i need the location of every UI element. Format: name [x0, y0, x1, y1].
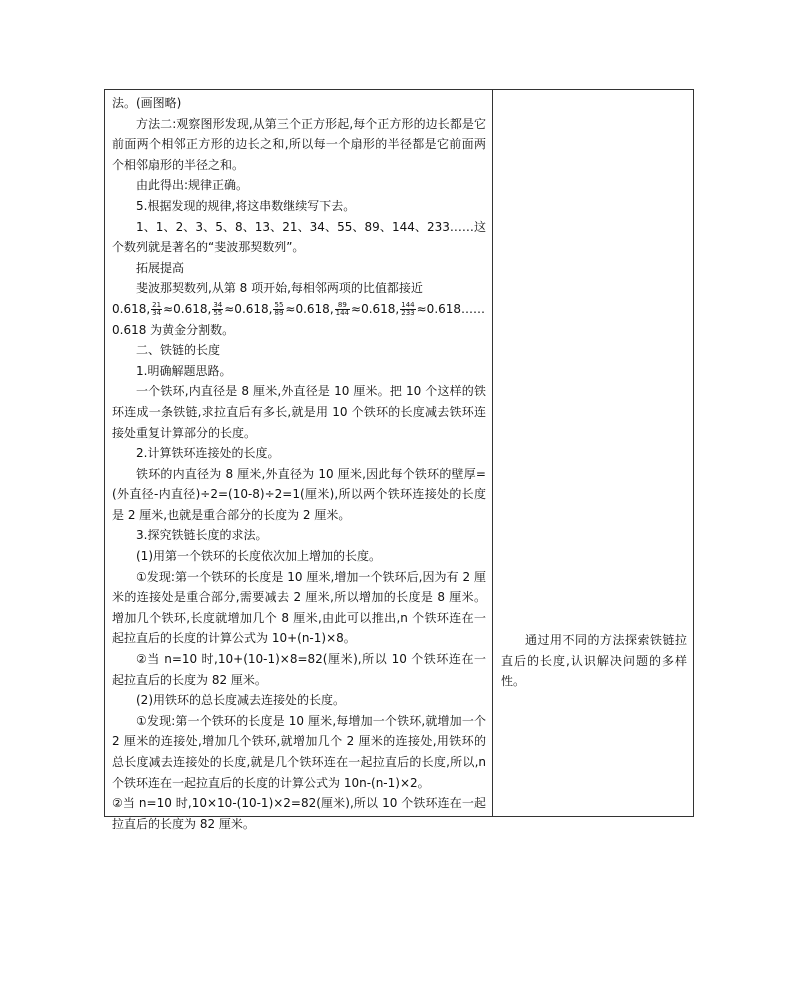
fraction	[400, 302, 415, 317]
text-paragraph: ②当 n=10 时,10+(10-1)×8=82(厘米),所以 10 个铁环连在一起拉直后的长度为 82 厘米。	[112, 652, 486, 687]
text-paragraph: 斐波那契数列,从第 8 项开始,每相邻两项的比值都接近	[136, 281, 423, 296]
text-paragraph: 一个铁环,内直径是 8 厘米,外直径是 10 厘米。把 10 个这样的铁环连成一条铁链,求拉直后有多长,就是用 10 个铁环的长度减去铁环连接处重复计算部分的长度。	[112, 384, 486, 440]
fraction-numerator: 55	[274, 300, 284, 309]
ratio-lead: ≈0.618,	[285, 301, 334, 316]
fraction-numerator: 34	[213, 300, 223, 309]
design-intent-note: 通过用不同的方法探索铁链拉直后的长度,认识解决问题的多样性。	[501, 633, 687, 689]
ratio-lead: ≈0.618,	[163, 301, 212, 316]
text-paragraph: ①发现:第一个铁环的长度是 10 厘米,每增加一个铁环,就增加一个 2 厘米的连接处,增加几个铁环,就增加几个 2 厘米的连接处,用铁环的总长度减去连接处的长度,就是几个铁环连在一起拉直后的长度,所以,n 个铁环连在一起拉直后的长度的计算公式为 10n-(n-1)×2。	[112, 713, 486, 790]
ratio-lead: ≈0.618,	[351, 301, 400, 316]
fraction-denominator: 89	[274, 308, 284, 317]
fraction	[151, 302, 162, 317]
text-paragraph: 由此得出:规律正确。	[136, 178, 249, 193]
section-heading: 二、铁链的长度	[136, 343, 221, 358]
fraction-denominator: 144	[335, 308, 350, 317]
lesson-table	[104, 89, 694, 831]
ratio-line	[112, 299, 486, 320]
text-line: 0.618 为黄金分割数。	[112, 322, 235, 337]
fraction-numerator: 144	[401, 300, 415, 309]
ratio-tail: ≈0.618……	[416, 301, 486, 316]
fraction	[273, 302, 284, 317]
ratio-lead: ≈0.618,	[224, 301, 273, 316]
design-intent-cell	[493, 90, 693, 816]
fraction-denominator: 34	[152, 308, 162, 317]
text-paragraph: ②当 n=10 时,10×10-(10-1)×2=82(厘米),所以 10 个铁环连在一起拉直后的长度为 82 厘米。	[112, 796, 486, 831]
step-heading: 5.根据发现的规律,将这串数继续写下去。	[136, 198, 356, 213]
method-heading: (2)用铁环的总长度减去连接处的长度。	[136, 693, 345, 708]
fraction	[212, 302, 223, 317]
fraction-denominator: 233	[401, 308, 415, 317]
main-content-cell	[105, 90, 493, 831]
fibonacci-sequence: 1、1、2、3、5、8、13、21、34、55、89、144、233……这个数列就是著名的“斐波那契数列”。	[112, 219, 486, 255]
method-heading: (1)用第一个铁环的长度依次加上增加的长度。	[136, 549, 381, 564]
section-heading: 拓展提高	[136, 260, 185, 275]
step-heading: 1.明确解题思路。	[136, 363, 232, 378]
fraction-numerator: 89	[335, 302, 350, 310]
ratio-lead: 0.618,	[112, 301, 151, 316]
text-paragraph: 方法二:观察图形发现,从第三个正方形起,每个正方形的边长都是它前面两个相邻正方形的边长之和,所以每一个扇形的半径都是它前面两个相邻扇形的半径之和。	[112, 116, 486, 172]
text-paragraph: 铁环的内直径为 8 厘米,外直径为 10 厘米,因此每个铁环的壁厚=(外直径-内直径)÷2=(10-8)÷2=1(厘米),所以两个铁环连接处的长度是 2 厘米,也就是重合部分的长度为 2 厘米。	[112, 466, 486, 522]
step-heading: 2.计算铁环连接处的长度。	[136, 446, 280, 461]
step-heading: 3.探究铁链长度的求法。	[136, 528, 268, 543]
text-line: 法。(画图略)	[112, 96, 182, 110]
fraction-numerator: 21	[152, 300, 162, 309]
fraction-denominator: 55	[213, 308, 223, 317]
fraction	[335, 302, 350, 317]
text-paragraph: ①发现:第一个铁环的长度是 10 厘米,增加一个铁环后,因为有 2 厘米的连接处是重合部分,需要减去 2 厘米,所以增加的长度是 8 厘米。增加几个铁环,长度就增加几个 8 厘米,由此可以推出,n 个铁环连在一起拉直后的长度的计算公式为 10+(n-1)×8。	[112, 569, 486, 646]
